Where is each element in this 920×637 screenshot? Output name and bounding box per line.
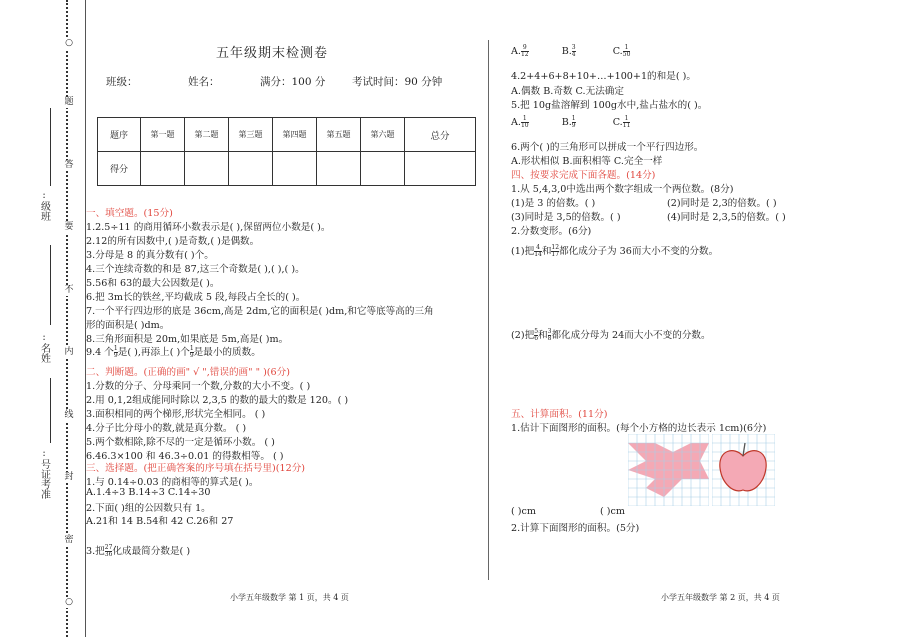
answer-blank[interactable]: ( )cm: [600, 506, 626, 517]
options: A.1.4÷3 B.14÷3 C.14÷30: [86, 487, 211, 498]
seal-char: 答: [64, 160, 74, 170]
question: 2.用 0,1,2组成能同时除以 2,3,5 的数的最大的数是 120。( ): [86, 395, 349, 406]
score-cell[interactable]: [229, 152, 273, 186]
score-cell[interactable]: [317, 152, 361, 186]
fish-grid-figure: [628, 434, 709, 506]
numerator: 1: [522, 115, 527, 122]
seal-char: 要: [64, 222, 74, 232]
name-label: 姓名：: [188, 76, 220, 88]
numerator: 5: [534, 328, 539, 335]
question: 2.12的所有因数中,( )是奇数,( )是偶数。: [86, 236, 260, 247]
text: 化成最简分数是( ): [112, 546, 191, 557]
question: 2.计算下面图形的面积。(5分): [511, 523, 640, 534]
question: 1.2.5÷11 的商用循环小数表示是( ),保留两位小数是( )。: [86, 222, 331, 233]
question: 1.分数的分子、分母乘同一个数,分数的大小不变。( ): [86, 381, 311, 392]
seal-char: 题: [64, 97, 74, 107]
numerator: 1: [571, 115, 576, 122]
section-area: 五、计算面积。(11分): [511, 409, 608, 420]
question: 6.46.3×100 和 46.3÷0.01 的得数相等。 ( ): [86, 451, 284, 462]
text: B.: [561, 46, 572, 57]
text: 3.把: [86, 546, 105, 557]
seal-char: 内: [64, 347, 74, 357]
id-side-label: : 号证考准: [38, 448, 50, 499]
text: 是最小的质数。: [193, 347, 261, 358]
text: B.: [561, 117, 572, 128]
question: 2.下面( )组的公因数只有 1。: [86, 503, 211, 514]
column-divider: [488, 40, 489, 580]
text: C.: [612, 46, 623, 57]
options: [511, 116, 630, 129]
question: 5.把 10g盐溶解到 100g水中,盐占盐水的( )。: [511, 100, 708, 111]
score-table: [97, 117, 476, 186]
text: 是( ),再添上( )个: [117, 347, 190, 358]
denominator: 36: [104, 551, 113, 558]
numerator: 1: [189, 345, 194, 352]
answer-blank[interactable]: ( )cm: [511, 506, 537, 517]
denominator: 50: [622, 51, 631, 58]
question: 4.三个连续奇数的和是 87,这三个奇数是( ),( ),( )。: [86, 264, 305, 275]
numerator: 1: [624, 44, 629, 51]
seal-char: 封: [64, 472, 74, 482]
col-q6: 第六题: [361, 118, 405, 152]
options: [511, 45, 630, 58]
name-side-rule: [50, 245, 51, 325]
col-total: 总分: [405, 118, 476, 152]
text: (2)把: [511, 330, 535, 341]
denominator: 9: [189, 352, 194, 359]
apple-shape: [720, 451, 766, 491]
page-title: 五年级期末检测卷: [216, 46, 329, 61]
footer-left: 小学五年级数学 第 1 页，共 4 页: [230, 593, 349, 602]
denominator: 9: [113, 352, 118, 359]
total-cell[interactable]: [405, 152, 476, 186]
sub-question: (3)同时是 3,5的倍数。( ): [511, 212, 621, 223]
class-side-label: : 级班: [38, 190, 50, 221]
numerator: 1: [624, 115, 629, 122]
fraction: [521, 45, 529, 58]
seal-char: 线: [64, 410, 74, 420]
question: 4.分子比分母小的数,就是真分数。 ( ): [86, 423, 247, 434]
row-head-score: 得分: [98, 152, 141, 186]
fraction: [551, 245, 559, 258]
question: 6.两个( )的三角形可以拼成一个平行四边形。: [511, 142, 704, 153]
col-q1: 第一题: [141, 118, 185, 152]
text: 都化成分母为 24而大小不变的分数。: [551, 330, 711, 341]
question: 3.分母是 8 的真分数有( )个。: [86, 250, 214, 261]
full-score: 满分：100 分: [260, 76, 326, 88]
question: 7.一个平行四边形的底是 36cm,高是 2dm,它的面积是( )dm,和它等底等高的三角: [86, 306, 434, 317]
section-true-false: 二、判断题。(正确的画" √ ",错误的画" " )(6分): [86, 367, 290, 378]
text: 9.4 个: [86, 347, 114, 358]
fraction: [521, 116, 529, 129]
sub-question: (1)是 3 的倍数。( ): [511, 198, 596, 209]
score-cell[interactable]: [361, 152, 405, 186]
question: 1.与 0.14÷0.03 的商相等的算式是( )。: [86, 477, 259, 488]
col-q5: 第五题: [317, 118, 361, 152]
section-choice: 三、选择题。(把正确答案的序号填在括号里)(12分): [86, 463, 306, 474]
denominator: 6: [534, 335, 539, 342]
denominator: 14: [534, 251, 542, 258]
text: (1)把: [511, 246, 535, 257]
fraction: [623, 116, 631, 129]
fraction: [623, 45, 631, 58]
text: C.: [612, 117, 623, 128]
numerator: 4: [536, 244, 540, 251]
question: [86, 344, 261, 359]
apple-grid-figure: [712, 434, 775, 506]
text: A.: [511, 117, 521, 128]
score-cell[interactable]: [141, 152, 185, 186]
question: 6.把 3m长的铁丝,平均截成 5 段,每段占全长的( )。: [86, 292, 306, 303]
seal-char: ○: [63, 38, 75, 49]
options: A.偶数 B.奇数 C.无法确定: [511, 86, 624, 97]
exam-time: 考试时间：90 分钟: [352, 76, 443, 88]
numerator: 27: [104, 544, 113, 551]
denominator: 12: [520, 51, 529, 58]
denominator: 11: [622, 122, 631, 129]
name-side-label: : 名姓: [38, 332, 50, 363]
denominator: 9: [571, 122, 576, 129]
question: 5.56和 63的最大公因数是( )。: [86, 278, 220, 289]
fraction: [534, 245, 542, 258]
text: A.: [511, 46, 521, 57]
seal-char: ○: [63, 597, 75, 608]
score-cell[interactable]: [185, 152, 229, 186]
denominator: 4: [571, 51, 576, 58]
col-q3: 第三题: [229, 118, 273, 152]
footer-right: 小学五年级数学 第 2 页，共 4 页: [661, 593, 780, 602]
question: 8.三角形面积是 20m,如果底是 5m,高是( )m。: [86, 334, 289, 345]
question: 形的面积是( )dm。: [86, 320, 170, 331]
options: A.21和 14 B.54和 42 C.26和 27: [86, 516, 234, 527]
numerator: 1: [113, 345, 118, 352]
numerator: 12: [551, 244, 560, 251]
section-tasks: 四、按要求完成下面各题。(14分): [511, 170, 656, 181]
id-side-rule: [50, 378, 51, 443]
denominator: 17: [551, 251, 560, 258]
options: A.形状相似 B.面积相等 C.完全一样: [511, 156, 663, 167]
sub-question: [511, 327, 711, 342]
numerator: 3: [571, 44, 576, 51]
sub-question: [511, 243, 718, 258]
denominator: 10: [520, 122, 529, 129]
fraction: [572, 116, 576, 129]
text: 都化成分子为 36而大小不变的分数。: [559, 246, 719, 257]
denominator: 8: [547, 335, 552, 342]
seal-char: 密: [64, 535, 74, 545]
question: 2.分数变形。(6分): [511, 226, 592, 237]
col-q2: 第二题: [185, 118, 229, 152]
score-cell[interactable]: [273, 152, 317, 186]
text: 和: [541, 246, 552, 257]
question: [86, 543, 190, 558]
question: 3.面积相同的两个梯形,形状完全相同。 ( ): [86, 409, 266, 420]
question: 1.估计下面图形的面积。(每个小方格的边长表示 1cm)(6分): [511, 423, 767, 434]
question: 4.2+4+6+8+10+…+100+1的和是( )。: [511, 71, 696, 82]
question: 1.从 5,4,3,0中选出两个数字组成一个两位数。(8分): [511, 184, 734, 195]
section-fill-blank: 一、填空题。(15分): [86, 208, 173, 219]
sub-question: (2)同时是 2,3的倍数。( ): [667, 198, 777, 209]
class-label: 班级：: [106, 76, 138, 88]
numerator: 9: [522, 44, 527, 51]
text: 和: [538, 330, 548, 341]
sub-question: (4)同时是 2,3,5的倍数。( ): [667, 212, 786, 223]
class-side-rule: [50, 108, 51, 186]
col-q4: 第四题: [273, 118, 317, 152]
numerator: 3: [547, 328, 552, 335]
question: 5.两个数相除,除不尽的一定是循环小数。 ( ): [86, 437, 275, 448]
fraction: [572, 45, 576, 58]
seal-char: 不: [64, 285, 74, 295]
row-head-order: 题序: [98, 118, 141, 152]
